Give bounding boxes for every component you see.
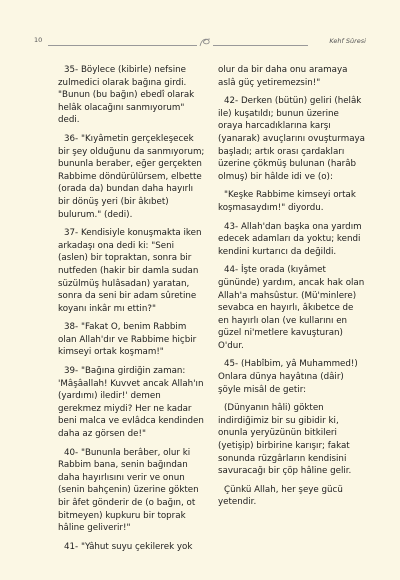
verse-text: Derken (bütün) geliri (helâk ile) kuşatıldı; bunun üzerine oraya harcadıklarına karşı (yanarak) avuçlarını ovuşturmaya başladı; artık orası çardakları üzerine çökmüş bulunan (harâb olmuş) bir hâlde idi ve (o): [218,96,365,182]
verse-paragraph [58,541,206,554]
verse-number: 37- [64,228,79,239]
page-header [34,36,366,48]
header-rule [48,45,308,46]
verse-paragraph [218,221,366,259]
verse-number: 44- [224,265,239,276]
verse-text: (Habîbim, yâ Muhammed!) Onlara dünya hayâtına (dâir) şöyle misâl de getir: [218,359,358,395]
page-number: 10 [34,36,43,44]
verse-number: 38- [64,322,79,333]
verse-paragraph [58,365,206,441]
surah-name: Kehf Sûresi [329,37,366,45]
verse-text: Böylece (kibirle) nefsine zulmedici olarak bağına girdi. "Bunun (bu bağın) ebedî olarak helâk olacağını sanmıyorum" dedi. [58,65,195,126]
verse-text: olur da bir daha onu aramaya aslâ güç yetiremezsin!" [218,65,348,88]
verse-number: 45- [224,359,239,370]
verse-paragraph [218,64,366,89]
verse-paragraph [58,227,206,315]
verse-number: 42- [224,96,239,107]
right-column [218,64,366,515]
verse-number: 40- [64,447,79,458]
verse-number: 43- [224,221,239,232]
verse-paragraph [58,447,206,535]
verse-text: "Bağına girdiğin zaman: 'Mâşâallah! Kuvvet ancak Allah'ın (yardımı) iledir!' demen gerekmez miydi? Her ne kadar beni malca ve evlâdca kendinden daha az görsen de!" [58,366,204,440]
verse-number: 35- [64,65,79,75]
verse-text: Kendisiyle konuşmakta iken arkadaşı ona dedi ki: "Seni (aslen) bir topraktan, sonra bir nutfeden (hakir bir damla sudan süzülmüş hulâsadan) yaratan, sonra da seni bir adam sûretine koyanı inkâr mı ettin?" [58,228,202,314]
ornament-icon [197,37,213,48]
verse-paragraph [218,95,366,183]
verse-text: "Yâhut suyu çekilerek yok [80,541,193,552]
verse-text: (Dünyanın hâli) gökten indirdiğimiz bir su gibidir ki, onunla yeryüzünün bitkileri (yetişip) birbirine karışır; fakat sonunda rüzgârların kendisini savuracağı bir çöp hâline gelir. [218,403,352,477]
left-column [58,64,206,559]
verse-paragraph [218,264,366,352]
verse-text: İşte orada (kıyâmet gününde) yardım, ancak hak olan Allah'a mahsûstur. (Mü'minlere) sevabca en hayırlı, âkıbetce de en hayırlı olan (ve kullarını en güzel ni'metlere kavuşturan) O'dur. [218,265,365,351]
verse-text: Çünkü Allah, her şeye gücü yetendir. [218,484,343,508]
verse-number: 39- [64,366,79,377]
verse-paragraph [218,402,366,478]
verse-paragraph [218,189,366,214]
verse-paragraph [218,484,366,509]
verse-text: "Fakat O, benim Rabbim olan Allah'dır ve Rabbime hiçbir kimseyi ortak koşmam!" [58,322,197,358]
verse-text: "Keşke Rabbime kimseyi ortak koşmasaydım!" diyordu. [218,190,356,213]
verse-paragraph [58,64,206,127]
verse-text: "Kıyâmetin gerçekleşecek bir şey olduğunu da sanmıyorum; bununla beraber, eğer gerçekten Rabbime döndürülürsem, elbette (orada da) bundan daha hayırlı bir dönüş yeri (bir âkıbet) bulurum." (dedi). [58,133,205,220]
verse-number: 41- [64,541,79,552]
verse-paragraph [58,321,206,359]
verse-text: "Bununla berâber, olur ki Rabbim bana, senin bağından daha hayırlısını verir ve onun (senin bahçenin) üzerine gökten bir âfet gönderir de (o bağın, ot bitmeyen) kupkuru bir toprak hâline geliverir!" [58,447,199,534]
verse-text: Allah'dan başka ona yardım edecek adamları da yoktu; kendi kendini kurtarıcı da değildi. [218,221,362,257]
verse-paragraph [218,358,366,396]
verse-paragraph [58,133,206,221]
verse-number: 36- [64,133,79,144]
